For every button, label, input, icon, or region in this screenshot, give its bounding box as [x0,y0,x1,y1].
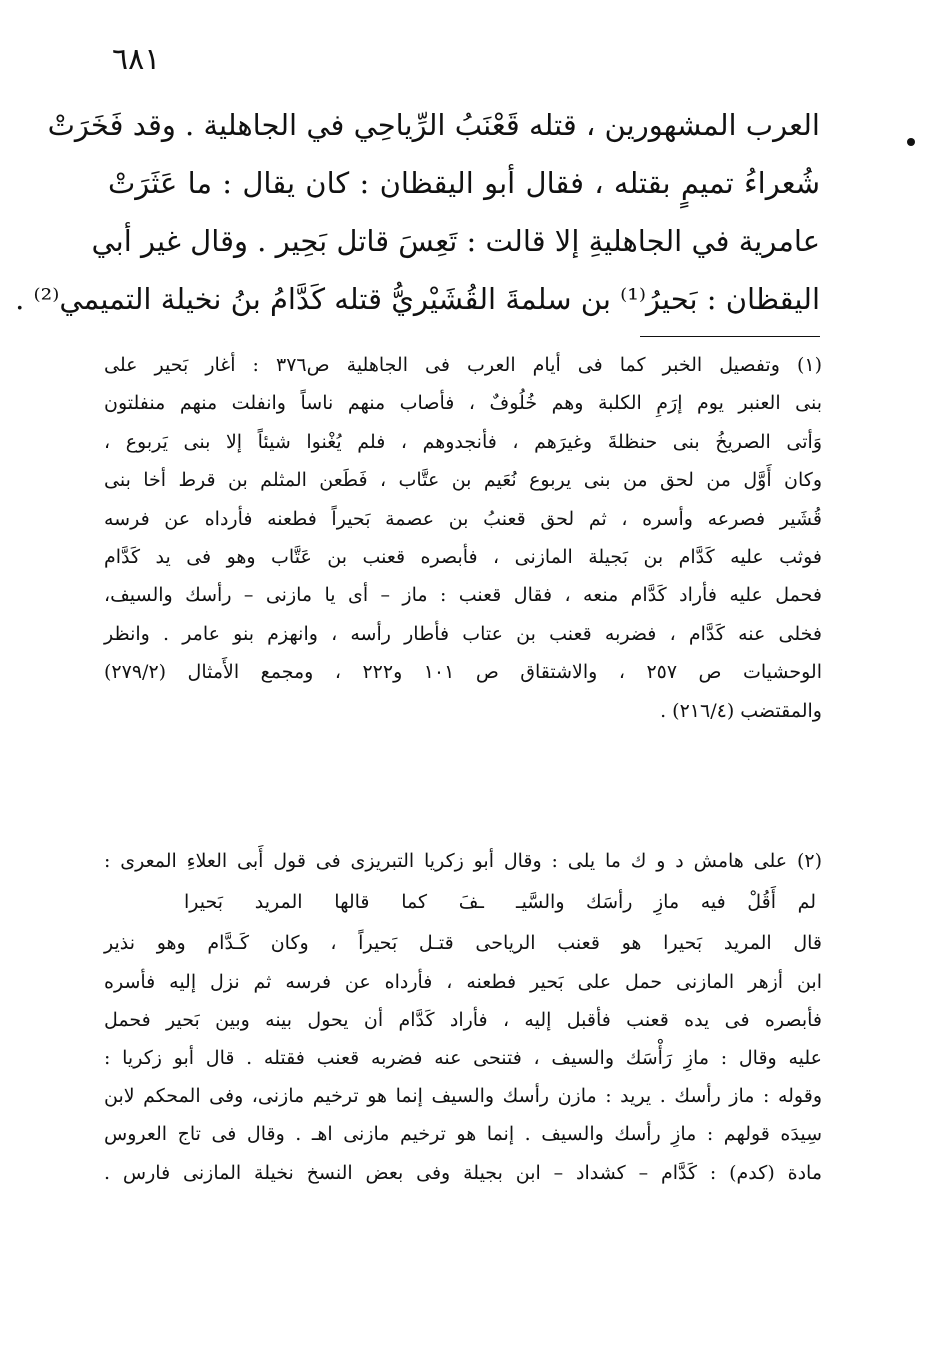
footnote-line: سِيدَه قولهم : مازِ رأسك والسيف . إنما هو ترخيم مازنى اهـ . وقال فى تاج العروس [104,1123,822,1146]
main-text-line: العرب المشهورين ، قتله قَعْنَبُ الرِّياحِي في الجاهلية . وقد فَخَرَتْ [47,108,820,142]
footnote-line: ابن أزهر المازنى حمل على بَحير فطعنه ، فأرداه عن فرسه ثم نزل إليه فأسره [104,970,822,993]
footnote-line: وكان أَوَّل من لحق من بنى يربوع نُعَيم بن عتَّاب ، فَطَعن المثلم بن قرط أخا بنى [104,469,822,492]
footnote-2 [104,842,822,1192]
footnote-line: عليه وقال : مازِ رَأْسَك والسيف ، فتنحى عنه فضربه قعنب فقتله . قال أبو زكريا : [104,1046,822,1069]
main-text-line: شُعراءُ تميمٍ بقتله ، فقال أبو اليقظان : كان يقال : ما عَثَرَتْ [108,166,820,200]
verse-second-hemistich: ـفَ كما قالها المريد بَحيرا [184,891,484,914]
footnote-intro-line: (٢) على هامش د و ك ما يلى : وقال أبو زكريا التبريزى فى قول أَبى العلاءِ المعرى : [104,850,822,872]
footnote-line: وقوله : ماز رأسك . يريد : مازن رأسك والسيف إنما هو ترخيم مازنى، وفى المحكم لابن [104,1085,822,1108]
footnote-line: الوحشيات ص ٢٥٧ ، والاشتقاق ص ١٠١ و٢٢٢ ، ومجمع الأَمثال (٢٧٩/٢) [104,661,822,684]
footnote-line: وَأتى الصريخُ بنى حنظلةَ وغيرَهم ، فأنجدوهم ، فلم يُغْنوا شيئاً إلا بنى يَربوع ، [104,430,822,453]
margin-dot [907,138,915,146]
footnote-line: قال المريد بَحيرا هو قعنب الرياحى قتـل بَحيراً ، وكان كَـدَّام وهو نذير [104,932,822,955]
footnote-line: مادة (كدم) : كَدَّام – كشداد – ابن بجيلة وفى بعض النسخ نخيلة المازنى فارس . [104,1161,822,1184]
footnote-line: قُشَير فصرعه وأسره ، ثم لحق قعنبُ بن عصمة بَحيراً فطعنه فأرداه عن فرسه [104,507,822,530]
poetry-verse [104,880,822,924]
verse-first-hemistich: لم أَقُلْ فيه مازِ رأسَك والسَّيـ [516,891,816,914]
main-text-line: اليقظان : بَحيرُ⁽¹⁾ بن سلمةَ القُشَيْريُّ قتله كَدَّامُ بنُ نخيلة التميمي⁽²⁾ . [15,282,820,316]
footnote-2-body [104,924,822,1191]
footnote-divider [640,336,820,337]
footnote-1 [104,346,822,730]
main-text-block [15,96,820,328]
footnote-line: فحمل عليه فأراد كَدَّام منعه ، فقال قعنب : ماز – أى يا مازنى – رأسك والسيف، [104,584,822,607]
footnote-line: فأبصره فى يده قعنب فأقبل إليه ، فأراد كَدَّام أن يحول بينه وبين بَحير فحمل [104,1008,822,1031]
page-number: ٦٨١ [112,42,161,77]
main-text-line: عامرية في الجاهليةِ إلا قالت : تَعِسَ قاتل بَحِير . وقال غير أبي [91,224,820,258]
footnote-line: والمقتضب (٢١٦/٤) . [660,699,822,722]
footnote-line: فخلى عنه كَدَّام ، فضربه قعنب بن عتاب فأطار رأسه ، وانهزم بنو عامر . وانظر [104,622,822,645]
footnote-line: فوثب عليه كَدَّام بن بَجيلة المازنى ، فأبصره قعنب بن عَتَّاب وهو فى يد كَدَّام [104,545,822,568]
footnote-line: بنى العنبر يوم إرَمِ الكلبة وهم خُلُوفٌ ، فأصاب منهم ناساً وانفلت منهم منفلتون [104,392,822,415]
footnote-line: (١) وتفصيل الخبر كما فى أيام العرب فى الجاهلية ص٣٧٦ : أغار بَحير على [104,354,822,376]
